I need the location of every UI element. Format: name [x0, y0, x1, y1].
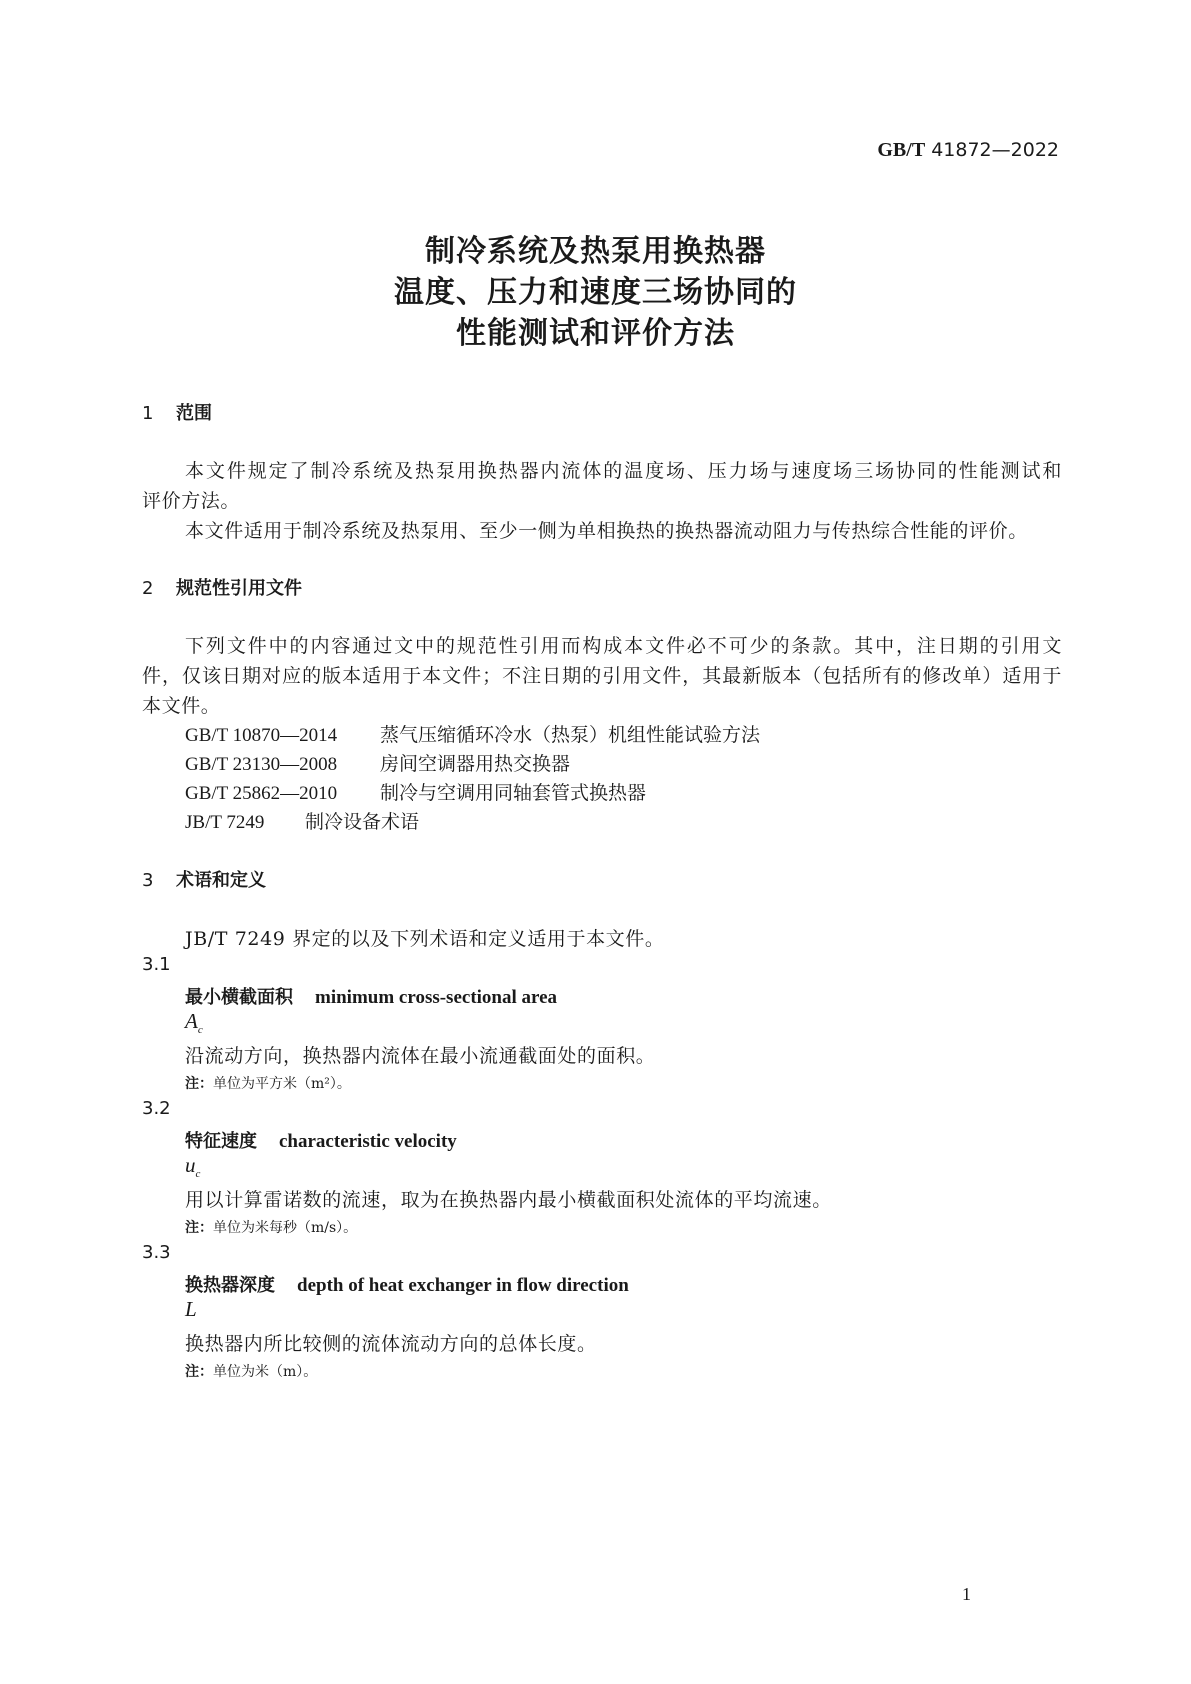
term-symbol [185, 1009, 203, 1036]
section-3-number: 3 [142, 870, 154, 891]
section-1-heading [142, 399, 212, 425]
page-number: 1 [962, 1584, 971, 1604]
term-chinese: 特征速度 [185, 1131, 257, 1152]
note-label: 注： [185, 1364, 213, 1380]
term-symbol [185, 1153, 200, 1180]
reference-code: GB/T 10870—2014 [185, 725, 338, 746]
note-label: 注： [185, 1076, 213, 1092]
section-1-title: 范围 [176, 403, 212, 424]
term-number: 3.3 [142, 1242, 171, 1263]
symbol-letter: u [185, 1153, 196, 1177]
section-1-number: 1 [142, 403, 154, 424]
section-2-title: 规范性引用文件 [176, 578, 302, 599]
note-text: 单位为米每秒（m/s）。 [213, 1220, 358, 1236]
standard-number: 41872—2022 [931, 139, 1059, 161]
section-3-heading [142, 866, 266, 892]
reference-item [185, 720, 760, 747]
term-english: depth of heat exchanger in flow direction [297, 1275, 629, 1296]
term-definition: 沿流动方向，换热器内流体在最小流通截面处的面积。 [185, 1045, 656, 1067]
term-note [185, 1361, 317, 1381]
section-2-para-line-2: 件，仅该日期对应的版本适用于本文件；不注日期的引用文件，其最新版本（包括所有的修改单）适用于 [142, 665, 1062, 687]
standard-prefix: GB/T [877, 139, 926, 161]
reference-item [185, 749, 570, 776]
note-text: 单位为平方米（m²）。 [213, 1076, 351, 1092]
section-1-para-1-line-2: 评价方法。 [142, 490, 241, 512]
document-title-line-2: 温度、压力和速度三场协同的 [394, 275, 797, 310]
reference-item [185, 807, 419, 834]
section-3-intro: JB/T 7249 界定的以及下列术语和定义适用于本文件。 [185, 928, 665, 950]
term-number: 3.1 [142, 954, 171, 975]
term-chinese: 最小横截面积 [185, 987, 293, 1008]
symbol-letter: A [185, 1009, 198, 1033]
reference-code: GB/T 23130—2008 [185, 754, 338, 775]
document-title-line-3: 性能测试和评价方法 [456, 316, 735, 351]
term-definition: 用以计算雷诺数的流速，取为在换热器内最小横截面积处流体的平均流速。 [185, 1189, 832, 1211]
section-2-number: 2 [142, 578, 154, 599]
document-title-line-1: 制冷系统及热泵用换热器 [425, 234, 766, 269]
note-label: 注： [185, 1220, 213, 1236]
term-definition: 换热器内所比较侧的流体流动方向的总体长度。 [185, 1333, 597, 1355]
term-english: minimum cross-sectional area [315, 987, 558, 1008]
standard-code [877, 139, 1059, 162]
note-text: 单位为米（m）。 [213, 1364, 318, 1380]
reference-item [185, 778, 646, 805]
term-heading [185, 983, 557, 1009]
symbol-subscript: c [197, 1024, 203, 1037]
term-note [185, 1217, 357, 1237]
symbol-subscript: c [195, 1168, 201, 1181]
reference-title: 制冷与空调用同轴套管式换热器 [380, 782, 647, 804]
section-2-heading [142, 574, 302, 600]
reference-title: 制冷设备术语 [305, 811, 420, 833]
symbol-letter: L [185, 1297, 197, 1321]
term-heading [185, 1271, 629, 1297]
section-1-para-1-line-1: 本文件规定了制冷系统及热泵用换热器内流体的温度场、压力场与速度场三场协同的性能测试和 [185, 460, 1062, 482]
term-symbol [185, 1297, 197, 1322]
reference-title: 蒸气压缩循环冷水（热泵）机组性能试验方法 [380, 724, 761, 746]
term-heading [185, 1127, 457, 1153]
reference-code: GB/T 25862—2010 [185, 783, 338, 804]
term-chinese: 换热器深度 [185, 1275, 275, 1296]
reference-code: JB/T 7249 [185, 812, 265, 833]
term-english: characteristic velocity [279, 1131, 457, 1152]
section-1-para-2: 本文件适用于制冷系统及热泵用、至少一侧为单相换热的换热器流动阻力与传热综合性能的评价。 [185, 520, 1028, 542]
section-2-para-line-3: 本文件。 [142, 695, 221, 717]
section-2-para-line-1: 下列文件中的内容通过文中的规范性引用而构成本文件必不可少的条款。其中，注日期的引用文 [185, 635, 1062, 657]
section-3-title: 术语和定义 [176, 870, 266, 891]
reference-title: 房间空调器用热交换器 [380, 753, 571, 775]
term-number: 3.2 [142, 1098, 171, 1119]
term-note [185, 1073, 351, 1093]
